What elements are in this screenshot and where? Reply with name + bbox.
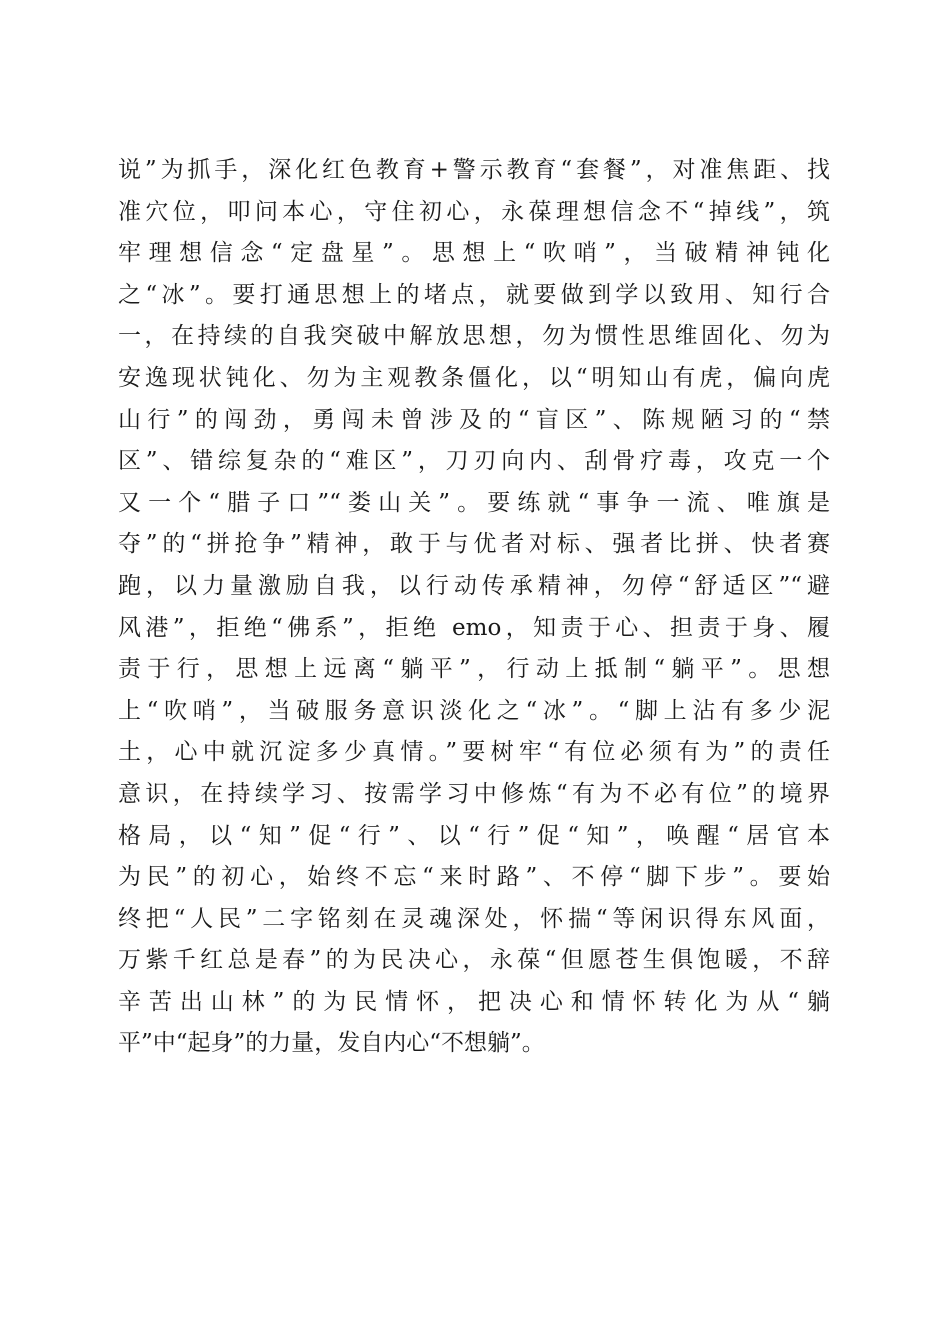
text-line: 跑，以力量激励自我，以行动传承精神，勿停“舒适区”“避 bbox=[118, 572, 830, 599]
text-line: 又一个“腊子口”“娄山关”。要练就“事争一流、唯旗是 bbox=[118, 489, 830, 516]
text-line: 意识，在持续学习、按需学习中修炼“有为不必有位”的境界 bbox=[118, 780, 830, 807]
body-paragraph bbox=[118, 150, 830, 1065]
text-line: 万紫千红总是春”的为民决心，永葆“但愿苍生俱饱暖，不辞 bbox=[118, 947, 830, 974]
text-line: 终把“人民”二字铭刻在灵魂深处，怀揣“等闲识得东风面， bbox=[118, 905, 830, 932]
text-line: 一，在持续的自我突破中解放思想，勿为惯性思维固化、勿为 bbox=[118, 323, 830, 350]
text-line: 区”、错综复杂的“难区”，刀刃向内、刮骨疗毒，攻克一个 bbox=[118, 448, 830, 475]
text-line: 上“吹哨”，当破服务意识淡化之“冰”。“脚上沾有多少泥 bbox=[118, 697, 830, 724]
text-line: 之“冰”。要打通思想上的堵点，就要做到学以致用、知行合 bbox=[118, 281, 830, 308]
text-line: 夺”的“拼抢争”精神，敢于与优者对标、强者比拼、快者赛 bbox=[118, 531, 830, 558]
text-line: 格局，以“知”促“行”、以“行”促“知”，唤醒“居官本 bbox=[118, 822, 830, 849]
text-line: 为民”的初心，始终不忘“来时路”、不停“脚下步”。要始 bbox=[118, 864, 830, 891]
text-line: 牢理想信念“定盘星”。思想上“吹哨”，当破精神钝化 bbox=[118, 240, 830, 267]
text-line: 土，心中就沉淀多少真情。”要树牢“有位必须有为”的责任 bbox=[118, 739, 830, 766]
text-line: 说”为抓手，深化红色教育+警示教育“套餐”，对准焦距、找 bbox=[118, 157, 830, 183]
text-line: 平”中“起身”的力量，发自内心“不想躺”。 bbox=[118, 1030, 545, 1057]
text-line: 风港”，拒绝“佛系”，拒绝 emo，知责于心、担责于身、履 bbox=[118, 614, 830, 641]
text-line: 安逸现状钝化、勿为主观教条僵化，以“明知山有虎，偏向虎 bbox=[118, 364, 830, 391]
text-line: 责于行，思想上远离“躺平”，行动上抵制“躺平”。思想 bbox=[118, 656, 830, 683]
text-line: 准穴位，叩问本心，守住初心，永葆理想信念不“掉线”，筑 bbox=[118, 198, 830, 225]
text-line: 山行”的闯劲，勇闯未曾涉及的“盲区”、陈规陋习的“禁 bbox=[118, 406, 830, 433]
text-line: 辛苦出山林”的为民情怀，把决心和情怀转化为从“躺 bbox=[118, 988, 830, 1015]
